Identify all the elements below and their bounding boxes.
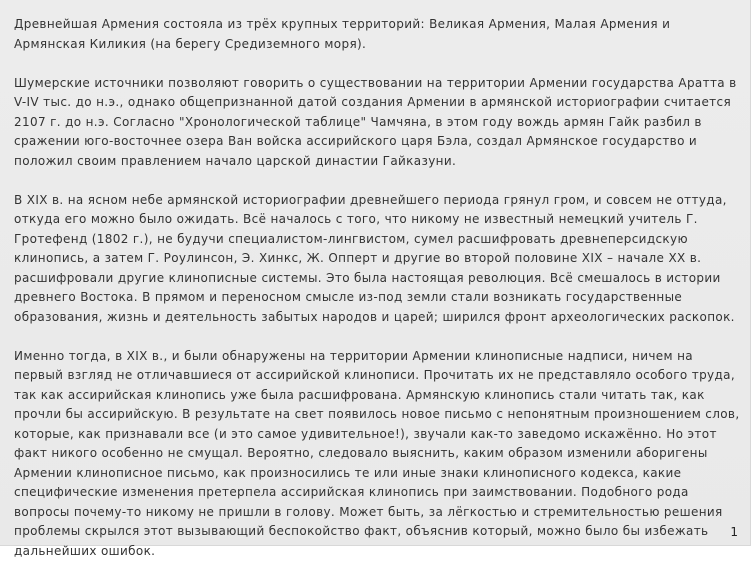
paragraph-4: Именно тогда, в XIX в., и были обнаружены на территории Армении клинописные надписи, ничем на первый взгляд не отличавшиеся от ассирийской клинописи. Прочитать их не представляло особого труда, так как ассирийская клинопись уже была расшифрована. Армянскую клинопись стали читать так, как прочли бы ассирийскую. В результате на свет появилось новое письмо с непонятным произношением слов, которые, как признавали все (и это самое удивительное!), звучали как-то заведомо искажённо. Но этот факт никого особенно не смущал. Вероятно, следовало выяснить, каким образом изменили аборигены Армении клинописное письмо, как произносились те или иные знаки клинописного кодекса, какие специфические изменения претерпела ассирийская клинопись при заимствовании. Подобного рода вопросы почему-то никому не пришли в голову. Может быть, за лёгкостью и стремительностью решения проблемы скрылся этот вызывающий беспокойство факт, объяснив который, можно было бы избежать дальнейших ошибок. [14, 348, 740, 558]
paragraph-3: В XIX в. на ясном небе армянской историографии древнейшего периода грянул гром, и совсем не оттуда, откуда его можно было ожидать. Всё началось с того, что никому не известный немецкий учитель Г. Гротефенд (1802 г.), не будучи специалистом-лингвистом, сумел расшифровать древнеперсидскую клинопись, а затем Г. Роулинсон, Э. Хинкс, Ж. Опперт и другие во второй половине XIX – начале XX в. расшифровали другие клинописные системы. Это была настоящая революция. Всё смешалось в истории древнего Востока. В прямом и переносном смысле из-под земли стали возникать государственные образования, жизнь и деятельность забытых народов и царей; ширился фронт археологических раскопок. [14, 192, 735, 324]
paragraph-2: Шумерские источники позволяют говорить о существовании на территории Армении государства Аратта в V-IV тыс. до н.э., однако общепризнанной датой создания Армении в армянской историографии считается 2107 г. до н.э. Согласно "Хронологической таблице" Чамчяна, в этом году вождь армян Гайк разбил в сражении юго-восточнее озера Ван войска ассирийского царя Бэла, создал Армянское государство и положил своим правлением начало царской династии Гайказуни. [14, 75, 737, 168]
paragraph-1: Древнейшая Армения состояла из трёх крупных территорий: Великая Армения, Малая Армения и Армянская Киликия (на берегу Средиземного моря). [14, 17, 671, 51]
page-number: 1 [730, 525, 738, 539]
document-body [14, 15, 744, 581]
